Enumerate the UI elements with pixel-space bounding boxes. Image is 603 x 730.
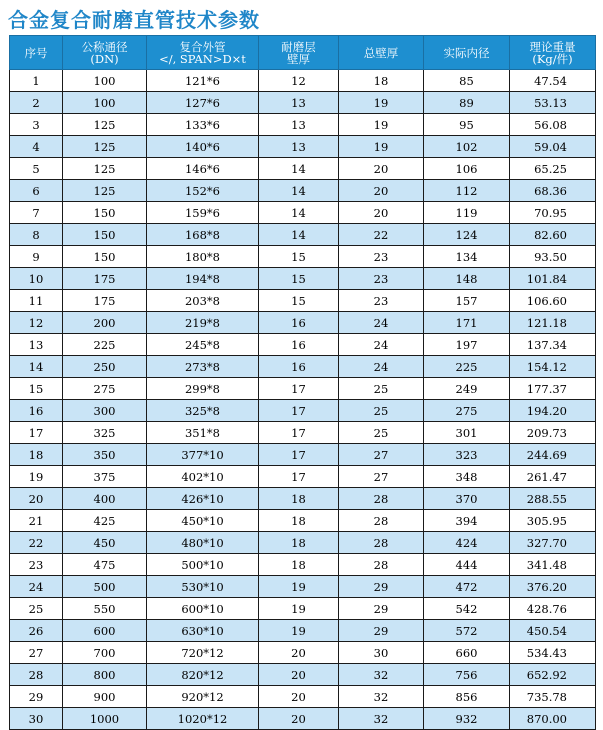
cell-wear-layer: 19: [259, 598, 339, 620]
cell-weight: 68.36: [510, 180, 596, 202]
cell-weight: 70.95: [510, 202, 596, 224]
cell-total-wall: 24: [339, 334, 424, 356]
cell-index: 20: [10, 488, 63, 510]
cell-wear-layer: 16: [259, 356, 339, 378]
cell-index: 13: [10, 334, 63, 356]
cell-index: 11: [10, 290, 63, 312]
table-row: [10, 642, 596, 664]
cell-wear-layer: 18: [259, 554, 339, 576]
cell-weight: 428.76: [510, 598, 596, 620]
cell-nominal-diameter: 450: [63, 532, 147, 554]
cell-inner-diameter: 249: [424, 378, 510, 400]
cell-wear-layer: 20: [259, 708, 339, 730]
cell-nominal-diameter: 150: [63, 224, 147, 246]
cell-total-wall: 29: [339, 620, 424, 642]
cell-wear-layer: 14: [259, 202, 339, 224]
cell-total-wall: 28: [339, 554, 424, 576]
cell-total-wall: 19: [339, 136, 424, 158]
cell-wear-layer: 17: [259, 378, 339, 400]
cell-total-wall: 23: [339, 268, 424, 290]
table-row: [10, 224, 596, 246]
table-header-row: [10, 36, 596, 70]
cell-inner-diameter: 472: [424, 576, 510, 598]
cell-index: 15: [10, 378, 63, 400]
cell-nominal-diameter: 375: [63, 466, 147, 488]
cell-weight: 327.70: [510, 532, 596, 554]
table-row: [10, 620, 596, 642]
cell-index: 17: [10, 422, 63, 444]
cell-nominal-diameter: 125: [63, 180, 147, 202]
header-inner-diameter: 实际内径: [424, 36, 510, 70]
cell-total-wall: 20: [339, 202, 424, 224]
cell-inner-diameter: 444: [424, 554, 510, 576]
cell-weight: 261.47: [510, 466, 596, 488]
cell-total-wall: 22: [339, 224, 424, 246]
cell-outer-pipe: 159*6: [147, 202, 259, 224]
cell-nominal-diameter: 425: [63, 510, 147, 532]
cell-total-wall: 25: [339, 422, 424, 444]
cell-wear-layer: 20: [259, 664, 339, 686]
table-row: [10, 136, 596, 158]
cell-weight: 154.12: [510, 356, 596, 378]
cell-index: 5: [10, 158, 63, 180]
cell-index: 21: [10, 510, 63, 532]
cell-inner-diameter: 275: [424, 400, 510, 422]
cell-total-wall: 32: [339, 664, 424, 686]
cell-nominal-diameter: 275: [63, 378, 147, 400]
cell-nominal-diameter: 125: [63, 136, 147, 158]
cell-inner-diameter: 225: [424, 356, 510, 378]
cell-inner-diameter: 660: [424, 642, 510, 664]
cell-weight: 93.50: [510, 246, 596, 268]
cell-total-wall: 25: [339, 400, 424, 422]
cell-total-wall: 20: [339, 180, 424, 202]
cell-wear-layer: 20: [259, 686, 339, 708]
cell-inner-diameter: 157: [424, 290, 510, 312]
cell-wear-layer: 13: [259, 92, 339, 114]
cell-wear-layer: 15: [259, 246, 339, 268]
cell-index: 26: [10, 620, 63, 642]
header-wear-layer: 耐磨层 壁厚: [259, 36, 339, 70]
cell-weight: 177.37: [510, 378, 596, 400]
cell-nominal-diameter: 225: [63, 334, 147, 356]
cell-weight: 101.84: [510, 268, 596, 290]
cell-inner-diameter: 95: [424, 114, 510, 136]
table-row: [10, 158, 596, 180]
cell-total-wall: 25: [339, 378, 424, 400]
cell-outer-pipe: 530*10: [147, 576, 259, 598]
cell-wear-layer: 18: [259, 532, 339, 554]
cell-outer-pipe: 720*12: [147, 642, 259, 664]
table-row: [10, 488, 596, 510]
cell-total-wall: 19: [339, 92, 424, 114]
cell-wear-layer: 20: [259, 642, 339, 664]
cell-index: 16: [10, 400, 63, 422]
cell-inner-diameter: 932: [424, 708, 510, 730]
table-row: [10, 510, 596, 532]
cell-outer-pipe: 426*10: [147, 488, 259, 510]
cell-outer-pipe: 351*8: [147, 422, 259, 444]
cell-total-wall: 18: [339, 70, 424, 92]
cell-inner-diameter: 370: [424, 488, 510, 510]
cell-outer-pipe: 820*12: [147, 664, 259, 686]
cell-total-wall: 24: [339, 312, 424, 334]
table-row: [10, 598, 596, 620]
cell-wear-layer: 14: [259, 224, 339, 246]
cell-nominal-diameter: 550: [63, 598, 147, 620]
cell-inner-diameter: 424: [424, 532, 510, 554]
header-total-wall: 总壁厚: [339, 36, 424, 70]
cell-outer-pipe: 299*8: [147, 378, 259, 400]
cell-total-wall: 24: [339, 356, 424, 378]
cell-inner-diameter: 542: [424, 598, 510, 620]
cell-index: 22: [10, 532, 63, 554]
table-row: [10, 576, 596, 598]
cell-nominal-diameter: 300: [63, 400, 147, 422]
cell-inner-diameter: 124: [424, 224, 510, 246]
cell-weight: 65.25: [510, 158, 596, 180]
cell-wear-layer: 14: [259, 158, 339, 180]
cell-nominal-diameter: 600: [63, 620, 147, 642]
cell-total-wall: 23: [339, 290, 424, 312]
cell-inner-diameter: 394: [424, 510, 510, 532]
cell-nominal-diameter: 175: [63, 290, 147, 312]
cell-total-wall: 28: [339, 532, 424, 554]
cell-wear-layer: 17: [259, 400, 339, 422]
cell-wear-layer: 13: [259, 114, 339, 136]
cell-wear-layer: 18: [259, 510, 339, 532]
cell-outer-pipe: 219*8: [147, 312, 259, 334]
cell-inner-diameter: 89: [424, 92, 510, 114]
cell-total-wall: 29: [339, 576, 424, 598]
cell-nominal-diameter: 150: [63, 246, 147, 268]
cell-outer-pipe: 377*10: [147, 444, 259, 466]
table-row: [10, 708, 596, 730]
cell-weight: 137.34: [510, 334, 596, 356]
cell-total-wall: 20: [339, 158, 424, 180]
cell-total-wall: 27: [339, 444, 424, 466]
cell-nominal-diameter: 100: [63, 92, 147, 114]
cell-wear-layer: 13: [259, 136, 339, 158]
cell-inner-diameter: 148: [424, 268, 510, 290]
cell-nominal-diameter: 250: [63, 356, 147, 378]
cell-outer-pipe: 600*10: [147, 598, 259, 620]
cell-weight: 121.18: [510, 312, 596, 334]
cell-weight: 194.20: [510, 400, 596, 422]
table-row: [10, 268, 596, 290]
table-row: [10, 466, 596, 488]
cell-nominal-diameter: 900: [63, 686, 147, 708]
cell-total-wall: 23: [339, 246, 424, 268]
cell-weight: 244.69: [510, 444, 596, 466]
cell-outer-pipe: 920*12: [147, 686, 259, 708]
cell-index: 9: [10, 246, 63, 268]
table-row: [10, 202, 596, 224]
cell-index: 7: [10, 202, 63, 224]
cell-total-wall: 32: [339, 686, 424, 708]
table-row: [10, 334, 596, 356]
cell-nominal-diameter: 125: [63, 114, 147, 136]
cell-index: 19: [10, 466, 63, 488]
cell-inner-diameter: 301: [424, 422, 510, 444]
cell-outer-pipe: 1020*12: [147, 708, 259, 730]
cell-outer-pipe: 245*8: [147, 334, 259, 356]
cell-outer-pipe: 480*10: [147, 532, 259, 554]
cell-outer-pipe: 273*8: [147, 356, 259, 378]
cell-total-wall: 32: [339, 708, 424, 730]
cell-outer-pipe: 133*6: [147, 114, 259, 136]
cell-weight: 82.60: [510, 224, 596, 246]
cell-outer-pipe: 146*6: [147, 158, 259, 180]
cell-index: 29: [10, 686, 63, 708]
cell-weight: 735.78: [510, 686, 596, 708]
cell-wear-layer: 16: [259, 334, 339, 356]
cell-weight: 652.92: [510, 664, 596, 686]
table-row: [10, 444, 596, 466]
cell-index: 14: [10, 356, 63, 378]
cell-index: 12: [10, 312, 63, 334]
header-weight: 理论重量 (Kg/件): [510, 36, 596, 70]
cell-inner-diameter: 856: [424, 686, 510, 708]
cell-index: 25: [10, 598, 63, 620]
cell-index: 8: [10, 224, 63, 246]
cell-index: 4: [10, 136, 63, 158]
cell-index: 2: [10, 92, 63, 114]
cell-weight: 59.04: [510, 136, 596, 158]
table-row: [10, 246, 596, 268]
cell-outer-pipe: 180*8: [147, 246, 259, 268]
cell-inner-diameter: 85: [424, 70, 510, 92]
cell-outer-pipe: 194*8: [147, 268, 259, 290]
cell-inner-diameter: 572: [424, 620, 510, 642]
cell-wear-layer: 16: [259, 312, 339, 334]
cell-total-wall: 30: [339, 642, 424, 664]
cell-outer-pipe: 127*6: [147, 92, 259, 114]
cell-weight: 288.55: [510, 488, 596, 510]
cell-wear-layer: 19: [259, 576, 339, 598]
cell-outer-pipe: 630*10: [147, 620, 259, 642]
cell-wear-layer: 12: [259, 70, 339, 92]
cell-inner-diameter: 134: [424, 246, 510, 268]
table-row: [10, 378, 596, 400]
cell-total-wall: 27: [339, 466, 424, 488]
cell-inner-diameter: 756: [424, 664, 510, 686]
table-row: [10, 92, 596, 114]
cell-inner-diameter: 323: [424, 444, 510, 466]
table-row: [10, 422, 596, 444]
cell-nominal-diameter: 100: [63, 70, 147, 92]
cell-inner-diameter: 197: [424, 334, 510, 356]
cell-index: 10: [10, 268, 63, 290]
cell-weight: 534.43: [510, 642, 596, 664]
cell-wear-layer: 17: [259, 422, 339, 444]
cell-outer-pipe: 402*10: [147, 466, 259, 488]
cell-weight: 376.20: [510, 576, 596, 598]
cell-weight: 209.73: [510, 422, 596, 444]
cell-nominal-diameter: 700: [63, 642, 147, 664]
cell-wear-layer: 15: [259, 268, 339, 290]
table-row: [10, 290, 596, 312]
cell-outer-pipe: 450*10: [147, 510, 259, 532]
table-row: [10, 312, 596, 334]
cell-wear-layer: 17: [259, 466, 339, 488]
cell-weight: 106.60: [510, 290, 596, 312]
header-index: 序号: [10, 36, 63, 70]
cell-index: 28: [10, 664, 63, 686]
cell-wear-layer: 18: [259, 488, 339, 510]
table-row: [10, 664, 596, 686]
cell-index: 27: [10, 642, 63, 664]
table-row: [10, 554, 596, 576]
cell-nominal-diameter: 800: [63, 664, 147, 686]
cell-total-wall: 19: [339, 114, 424, 136]
cell-index: 1: [10, 70, 63, 92]
cell-weight: 56.08: [510, 114, 596, 136]
cell-outer-pipe: 203*8: [147, 290, 259, 312]
cell-nominal-diameter: 1000: [63, 708, 147, 730]
table-row: [10, 180, 596, 202]
header-nominal-diameter: 公称通径 (DN): [63, 36, 147, 70]
cell-nominal-diameter: 475: [63, 554, 147, 576]
cell-index: 24: [10, 576, 63, 598]
cell-outer-pipe: 168*8: [147, 224, 259, 246]
cell-weight: 53.13: [510, 92, 596, 114]
cell-weight: 341.48: [510, 554, 596, 576]
cell-weight: 450.54: [510, 620, 596, 642]
cell-inner-diameter: 112: [424, 180, 510, 202]
cell-index: 23: [10, 554, 63, 576]
cell-wear-layer: 19: [259, 620, 339, 642]
cell-index: 3: [10, 114, 63, 136]
cell-inner-diameter: 171: [424, 312, 510, 334]
cell-inner-diameter: 102: [424, 136, 510, 158]
cell-inner-diameter: 119: [424, 202, 510, 224]
table-row: [10, 114, 596, 136]
cell-outer-pipe: 500*10: [147, 554, 259, 576]
spec-table: [9, 35, 596, 730]
cell-outer-pipe: 152*6: [147, 180, 259, 202]
table-row: [10, 532, 596, 554]
cell-nominal-diameter: 150: [63, 202, 147, 224]
cell-outer-pipe: 325*8: [147, 400, 259, 422]
cell-nominal-diameter: 350: [63, 444, 147, 466]
table-row: [10, 356, 596, 378]
cell-index: 18: [10, 444, 63, 466]
cell-weight: 305.95: [510, 510, 596, 532]
cell-weight: 870.00: [510, 708, 596, 730]
table-row: [10, 70, 596, 92]
page-title: 合金复合耐磨直管技术参数: [8, 8, 260, 32]
cell-nominal-diameter: 400: [63, 488, 147, 510]
cell-nominal-diameter: 125: [63, 158, 147, 180]
cell-inner-diameter: 348: [424, 466, 510, 488]
cell-total-wall: 28: [339, 488, 424, 510]
cell-index: 30: [10, 708, 63, 730]
table-row: [10, 400, 596, 422]
cell-outer-pipe: 121*6: [147, 70, 259, 92]
header-outer-pipe: 复合外管 </, SPAN>D×t: [147, 36, 259, 70]
cell-total-wall: 28: [339, 510, 424, 532]
cell-wear-layer: 14: [259, 180, 339, 202]
table-row: [10, 686, 596, 708]
cell-inner-diameter: 106: [424, 158, 510, 180]
cell-weight: 47.54: [510, 70, 596, 92]
cell-nominal-diameter: 325: [63, 422, 147, 444]
cell-nominal-diameter: 200: [63, 312, 147, 334]
cell-index: 6: [10, 180, 63, 202]
cell-wear-layer: 15: [259, 290, 339, 312]
cell-nominal-diameter: 500: [63, 576, 147, 598]
cell-total-wall: 29: [339, 598, 424, 620]
cell-wear-layer: 17: [259, 444, 339, 466]
cell-outer-pipe: 140*6: [147, 136, 259, 158]
cell-nominal-diameter: 175: [63, 268, 147, 290]
